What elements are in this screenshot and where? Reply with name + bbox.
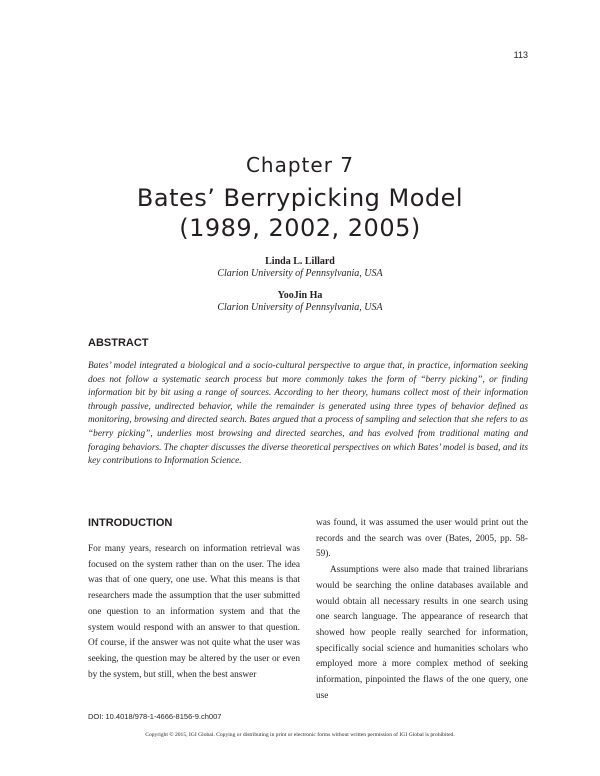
chapter-title-line-2: (1989, 2002, 2005) xyxy=(179,214,421,242)
abstract-heading: ABSTRACT xyxy=(88,337,149,349)
paragraph: Assumptions were also made that trained librarians would be searching the online databases available and would obtain all necessary results in one search using one search language. The appearance of research that showed how people really searched for information, specifically social science and humanities scholars who employed more a more complex method of seeking information, pinpointed the flaws of the one query, one use xyxy=(316,565,528,701)
chapter-title xyxy=(0,183,600,243)
abstract-text: Bates’ model integrated a biological and a socio-cultural perspective to argue that, in practice, information seeking does not follow a systematic search process but more commonly takes the form of “berry picking”, or finding information bit by bit using a range of sources. According to her theory, humans collect most of their information through passive, undirected behavior, while the remainder is generated using three types of behavior defined as monitoring, browsing and directed search. Bates argued that a process of sampling and selection that she refers to as “berry picking”, underlies most browsing and directed searches, and has evolved from traditional mating and foraging behaviors. The chapter discusses the diverse theoretical perspectives on which Bates’ model is based, and its key contributions to Information Science. xyxy=(88,361,528,467)
author-name: Linda L. Lillard xyxy=(265,256,335,267)
text-column-left xyxy=(88,542,300,683)
doi: DOI: 10.4018/978-1-4666-8156-9.ch007 xyxy=(88,712,222,721)
chapter-title-line-1: Bates’ Berrypicking Model xyxy=(136,184,464,212)
introduction-heading: INTRODUCTION xyxy=(88,517,173,529)
chapter-label: Chapter 7 xyxy=(245,153,355,177)
author-affiliation: Clarion University of Pennsylvania, USA xyxy=(217,268,383,279)
author-name: YooJin Ha xyxy=(277,290,323,301)
text-column-right xyxy=(316,516,528,704)
author-block-1 xyxy=(0,256,600,280)
copyright-notice: Copyright © 2015, IGI Global. Copying or distributing in print or electronic forms without written permission of IGI Global is prohibited. xyxy=(145,732,455,738)
author-block-2 xyxy=(0,290,600,314)
page-number: 113 xyxy=(513,50,528,60)
paragraph: For many years, research on information retrieval was focused on the system rather than on the user. The idea was that of one query, one use. What this means is that researchers made the assumption that the user submitted one question to an information system and that the system would respond with an answer to that question. Of course, if the answer was not quite what the user was seeking, the question may be altered by the user or even by the system, but still, when the best answer xyxy=(88,544,300,680)
paragraph: was found, it was assumed the user would print out the records and the search was over (Bates, 2005, pp. 58-59). xyxy=(316,518,528,560)
author-affiliation: Clarion University of Pennsylvania, USA xyxy=(217,302,383,313)
